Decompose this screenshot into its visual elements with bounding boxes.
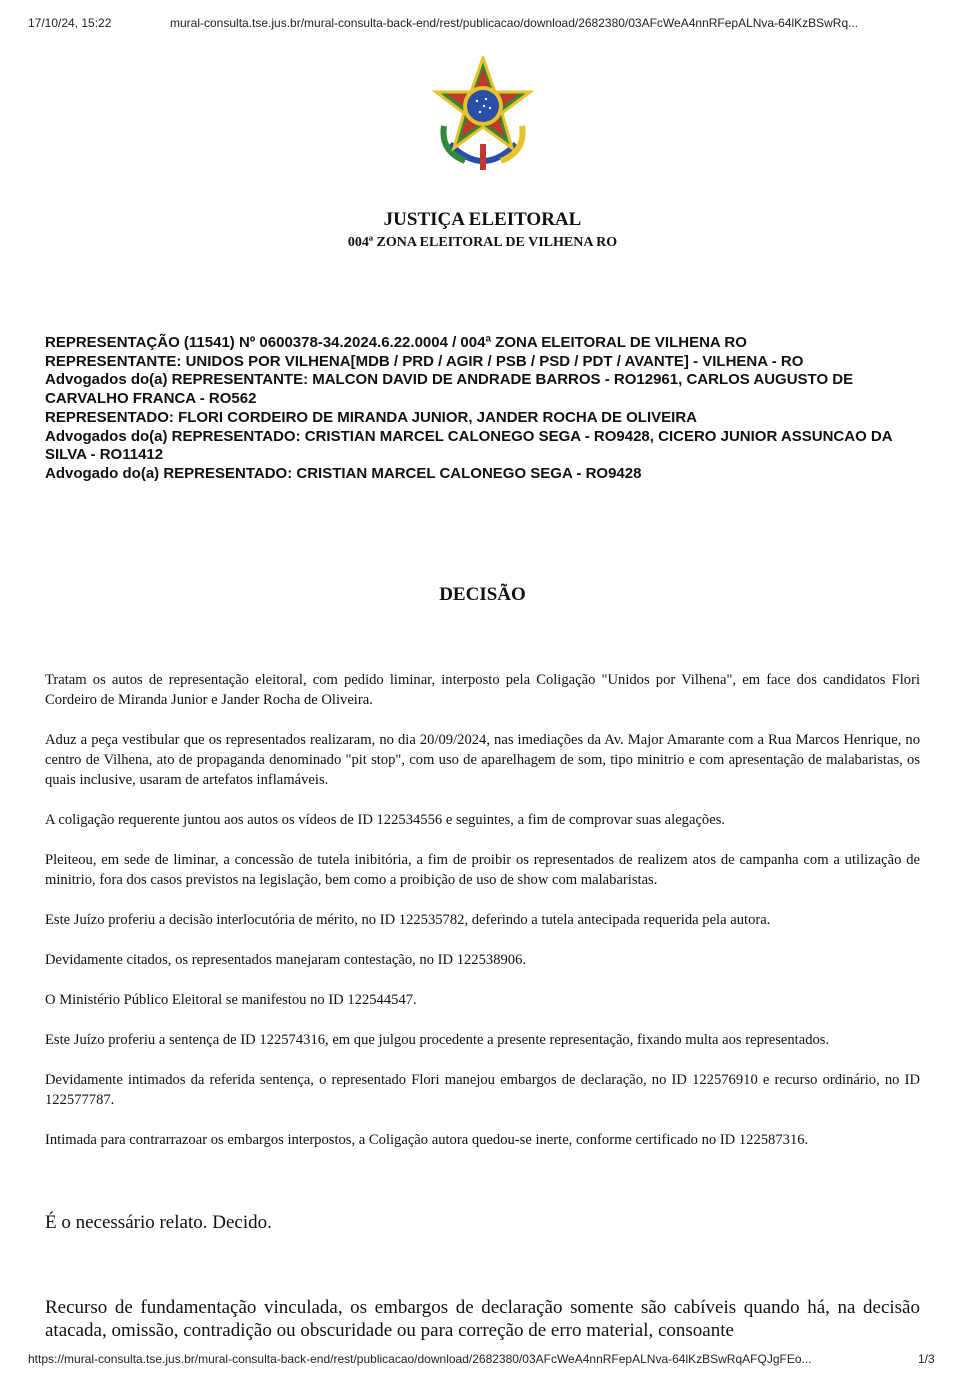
paragraph: Pleiteou, em sede de liminar, a concessão de tutela inibitória, a fim de proibir os representados de realizem atos de campanha com a utilização de minitrio, fora dos casos previstos na legislação, bem como a proibição de uso de show com malabaristas. <box>45 852 920 888</box>
paragraph: Devidamente intimados da referida sentença, o representado Flori manejou embargos de declaração, no ID 122576910 e recurso ordinário, no ID 122577787. <box>45 1072 920 1108</box>
print-url: mural-consulta.tse.jus.br/mural-consulta-back-end/rest/publicacao/download/2682380/03AFcWeA4nnRFepALNva-64lKzBSwRq... <box>170 16 859 30</box>
paragraph: Tratam os autos de representação eleitoral, com pedido liminar, interposto pela Coligação "Unidos por Vilhena", em face dos candidatos Flori Cordeiro de Miranda Junior e Jander Rocha de Oliveira. <box>45 672 920 708</box>
print-datetime: 17/10/24, 15:22 <box>28 16 112 30</box>
paragraph: A coligação requerente juntou aos autos os vídeos de ID 122534556 e seguintes, a fim de comprovar suas alegações. <box>45 812 726 828</box>
reasoning: Recurso de fundamentação vinculada, os embargos de declaração somente são cabíveis quando há, na decisão atacada, omissão, contradição ou obscuridade ou para correção de erro material, consoante <box>45 1297 920 1341</box>
representante-lawyers: Advogados do(a) REPRESENTANTE: MALCON DAVID DE ANDRADE BARROS - RO12961, CARLOS AUGUSTO DE CARVALHO FRANCA - RO562 <box>45 371 854 408</box>
paragraph: Devidamente citados, os representados manejaram contestação, no ID 122538906. <box>45 952 527 968</box>
representado: REPRESENTADO: FLORI CORDEIRO DE MIRANDA JUNIOR, JANDER ROCHA DE OLIVEIRA <box>45 408 697 426</box>
court-name: JUSTIÇA ELEITORAL <box>383 209 582 230</box>
case-parties <box>45 334 925 484</box>
paragraph: Este Juízo proferiu a decisão interlocutória de mérito, no ID 122535782, deferindo a tutela antecipada requerida pela autora. <box>45 912 771 928</box>
representado-lawyers: Advogados do(a) REPRESENTADO: CRISTIAN MARCEL CALONEGO SEGA - RO9428, CICERO JUNIOR ASSUNCAO DA SILVA - RO11412 <box>45 427 893 464</box>
court-zone: 004ª ZONA ELEITORAL DE VILHENA RO <box>347 235 618 250</box>
decision-body <box>45 670 920 1170</box>
paragraph: O Ministério Público Eleitoral se manifestou no ID 122544547. <box>45 992 417 1008</box>
coat-of-arms-icon <box>430 56 536 174</box>
page-number: 1/3 <box>918 1352 935 1366</box>
representado-lawyer: Advogado do(a) REPRESENTADO: CRISTIAN MARCEL CALONEGO SEGA - RO9428 <box>45 464 642 482</box>
paragraph: Este Juízo proferiu a sentença de ID 122574316, em que julgou procedente a presente representação, fixando multa aos representados. <box>45 1032 830 1048</box>
case-number: REPRESENTAÇÃO (11541) Nº 0600378-34.2024.6.22.0004 / 004ª ZONA ELEITORAL DE VILHENA RO <box>45 334 747 351</box>
conclusion: É o necessário relato. Decido. <box>45 1212 272 1233</box>
representante: REPRESENTANTE: UNIDOS POR VILHENA[MDB / PRD / AGIR / PSB / PSD / PDT / AVANTE] - VILHENA - RO <box>45 352 804 370</box>
paragraph: Intimada para contrarrazoar os embargos interpostos, a Coligação autora quedou-se inerte, conforme certificado no ID 122587316. <box>45 1132 809 1148</box>
print-footer-url: https://mural-consulta.tse.jus.br/mural-consulta-back-end/rest/publicacao/download/2682380/03AFcWeA4nnRFepALNva-64lKzBSwRqAFQJgFEo... <box>28 1352 812 1366</box>
paragraph: Aduz a peça vestibular que os representados realizaram, no dia 20/09/2024, nas imediações da Av. Major Amarante com a Rua Marcos Henrique, no centro de Vilhena, ato de propaganda denominado "pit stop", com uso de aparelhagem de som, tipo minitrio e com apresentação de malabaristas, os quais inclusive, usaram de artefatos inflamáveis. <box>45 732 920 788</box>
decision-title: DECISÃO <box>439 584 526 605</box>
